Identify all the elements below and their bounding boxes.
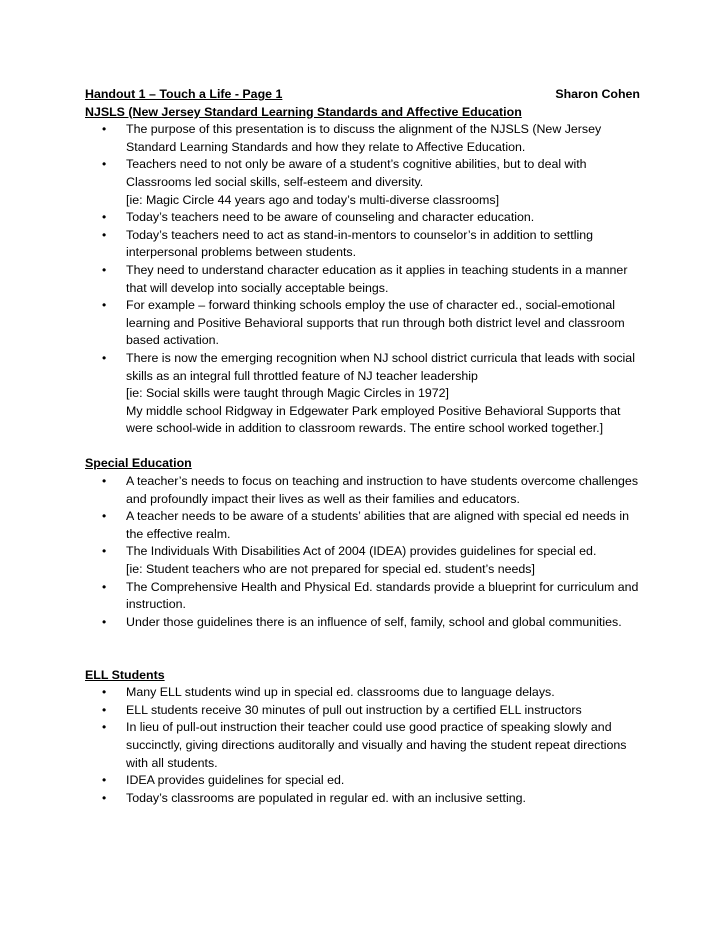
bullet-icon: • — [102, 685, 107, 700]
bullet-icon: • — [102, 773, 107, 788]
list-item: • They need to understand character education as it applies in teaching students in a manner that will develop into socially acceptable beings. — [102, 262, 628, 295]
bullet-icon: • — [102, 509, 107, 524]
bullet-icon: • — [102, 262, 107, 277]
list-item: • Today’s teachers need to be aware of counseling and character education. — [85, 209, 640, 227]
list-item: • Under those guidelines there is an influence of self, family, school and global communities. — [85, 614, 640, 632]
section-heading-special-education: Special Education — [85, 456, 192, 471]
njsls-bullet-list — [85, 121, 640, 438]
list-item: • Today’s classrooms are populated in regular ed. with an inclusive setting. — [85, 790, 640, 808]
document-header — [85, 86, 640, 104]
bullet-icon: • — [102, 614, 107, 629]
bullet-icon: • — [102, 210, 107, 225]
document-title: Handout 1 – Touch a Life - Page 1 — [85, 87, 283, 101]
list-item: • In lieu of pull-out instruction their teacher could use good practice of speaking slowly and succinctly, giving directions auditorally and visually and having the student repeat directions with all students. — [102, 720, 627, 770]
list-item: • The Individuals With Disabilities Act of 2004 (IDEA) provides guidelines for special ed. [ie: Student teachers who are not prepared for special ed. student’s needs] — [85, 543, 640, 578]
bullet-icon: • — [102, 544, 107, 559]
list-item: • The purpose of this presentation is to discuss the alignment of the NJSLS (New Jersey Standard Learning Standards and how they relate to Affective Education. — [102, 122, 602, 154]
bullet-icon: • — [102, 227, 107, 242]
bullet-icon: • — [102, 579, 107, 594]
bullet-icon: • — [102, 298, 107, 313]
list-item: • Today’s teachers need to act as stand-in-mentors to counselor’s in addition to settling interpersonal problems between students. — [102, 227, 593, 260]
list-item: • For example – forward thinking schools employ the use of character ed., social-emotional learning and Positive Behavioral supports that run through both district level and classroom based activation. — [102, 298, 625, 348]
list-item: • Teachers need to not only be aware of a student’s cognitive abilities, but to deal with Classrooms led social skills, self-esteem and diversity. [ie: Magic Circle 44 years ago and today’s multi-diverse classrooms] — [85, 156, 640, 209]
bullet-note: My middle school Ridgway in Edgewater Park employed Positive Behavioral Supports that were school-wide in addition to classroom rewards. The entire school worked together.] — [126, 403, 621, 436]
section-heading-ell-students: ELL Students — [85, 667, 165, 682]
bullet-icon: • — [102, 790, 107, 805]
bullet-icon: • — [102, 350, 107, 365]
bullet-icon: • — [102, 122, 107, 137]
bullet-note: [ie: Magic Circle 44 years ago and today’s multi-diverse classrooms] — [126, 192, 500, 207]
section-heading-njsls: NJSLS (New Jersey Standard Learning Standards and Affective Education — [85, 104, 522, 119]
list-item: • ELL students receive 30 minutes of pull out instruction by a certified ELL instructors — [85, 702, 640, 720]
special-ed-bullet-list — [85, 473, 640, 631]
document-author: Sharon Cohen — [555, 87, 640, 101]
list-item: • There is now the emerging recognition when NJ school district curricula that leads with social skills as an integral full throttled feature of NJ teacher leadership [ie: Social skills were taught through Magic Circles in 1972] My middle school Ridgway in Edgewater Park employed Positive Behavioral Supports that were school-wide in addition to classroom rewards. The entire school worked together.] — [85, 350, 640, 438]
bullet-note: [ie: Student teachers who are not prepared for special ed. student’s needs] — [126, 562, 535, 577]
handout-page — [85, 86, 640, 807]
bullet-icon: • — [102, 157, 107, 172]
ell-bullet-list — [85, 684, 640, 807]
bullet-icon: • — [102, 474, 107, 489]
bullet-icon: • — [102, 720, 107, 735]
bullet-icon: • — [102, 702, 107, 717]
spacer — [85, 631, 640, 666]
list-item: • A teacher’s needs to focus on teaching and instruction to have students overcome challenges and profoundly impact their lives as well as their families and educators. — [102, 474, 639, 506]
spacer — [85, 438, 640, 456]
bullet-note: [ie: Social skills were taught through Magic Circles in 1972] — [126, 386, 449, 401]
list-item: • A teacher needs to be aware of a students’ abilities that are aligned with special ed needs in the effective realm. — [102, 509, 630, 541]
list-item: • IDEA provides guidelines for special ed. — [85, 772, 640, 790]
list-item: • Many ELL students wind up in special ed. classrooms due to language delays. — [85, 684, 640, 702]
list-item: • The Comprehensive Health and Physical Ed. standards provide a blueprint for curriculum and instruction. — [102, 579, 639, 612]
